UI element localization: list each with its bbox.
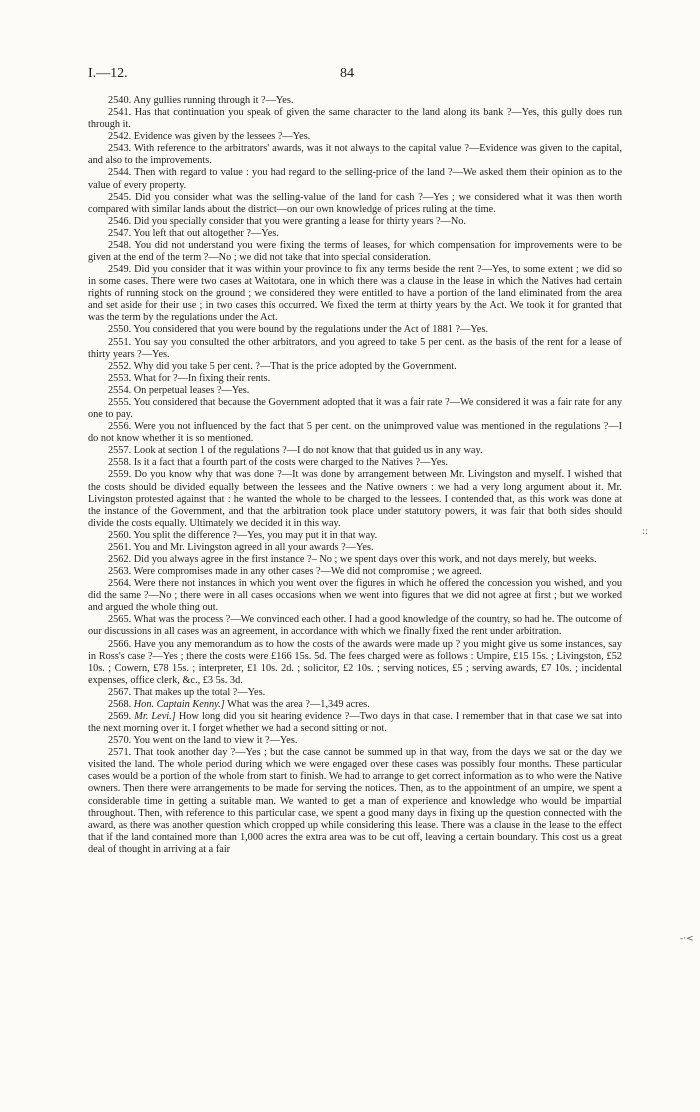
question-answer-text: Why did you take 5 per cent. ?—That is the price adopted by the Government. <box>133 360 457 372</box>
question-answer-text: You left that out altogether ?—Yes. <box>133 227 279 239</box>
question-number: 2563. <box>108 566 132 578</box>
question-number: 2569. <box>108 710 132 722</box>
question-answer-text: What was the area ?—1,349 acres. <box>227 698 370 710</box>
question-answer-text: Were you not influenced by the fact that 5 per cent. on the unimproved value was mentioned in the regulations ?—I do not know whether it is so mentioned. <box>88 421 623 445</box>
question-answer-text: Did you specially consider that you were granting a lease for thirty years ?—No. <box>133 215 467 227</box>
question-number: 2544. <box>108 167 132 179</box>
question-number: 2559. <box>108 469 132 481</box>
evidence-paragraph <box>88 469 622 529</box>
question-answer-text: You split the difference ?—Yes, you may put it in that way. <box>133 529 378 541</box>
question-number: 2541. <box>108 107 132 119</box>
evidence-paragraph <box>88 240 622 264</box>
question-number: 2561. <box>108 541 132 553</box>
evidence-paragraph <box>88 747 622 856</box>
question-number: 2567. <box>108 686 132 698</box>
evidence-paragraph <box>88 542 622 554</box>
question-number: 2560. <box>108 529 132 541</box>
question-number: 2548. <box>108 239 132 251</box>
question-number: 2555. <box>108 396 132 408</box>
evidence-paragraph <box>88 216 622 228</box>
evidence-paragraph <box>88 131 622 143</box>
question-answer-text: How long did you sit hearing evidence ?—Two days in that case. I remember that in that case we sat into the next morning over it. I forget whether we had a second sitting or not. <box>88 710 622 735</box>
evidence-paragraph <box>88 457 622 469</box>
question-number: 2543. <box>108 143 132 155</box>
question-answer-text: You went on the land to view it ?—Yes. <box>133 735 298 747</box>
question-number: 2550. <box>108 324 132 336</box>
evidence-paragraph <box>88 711 622 735</box>
question-number: 2570. <box>108 735 132 747</box>
evidence-paragraph <box>88 192 622 216</box>
question-number: 2542. <box>108 131 132 143</box>
question-answer-text: You considered that you were bound by the regulations under the Act of 1881 ?—Yes. <box>133 324 488 336</box>
speaker-name: Mr. Levi.] <box>134 710 176 722</box>
evidence-text <box>88 95 622 856</box>
question-number: 2566. <box>108 638 132 650</box>
question-answer-text: Were there not instances in which you went over the figures in which he offered the concession you wished, and you did the same ?—No ; there were in all cases occasions when we went into figures that we did not agree at first ; but we worked and argued the whole thing out. <box>88 578 622 614</box>
question-number: 2540. <box>108 95 132 106</box>
evidence-paragraph <box>88 107 622 131</box>
evidence-paragraph <box>88 228 622 240</box>
question-answer-text: Is it a fact that a fourth part of the costs were charged to the Natives ?—Yes. <box>133 457 448 469</box>
evidence-paragraph <box>88 167 622 191</box>
evidence-paragraph <box>88 566 622 578</box>
evidence-paragraph <box>88 639 622 687</box>
report-reference: I.—12. <box>88 66 128 81</box>
question-number: 2557. <box>108 445 132 457</box>
page-header <box>88 66 622 86</box>
evidence-paragraph <box>88 445 622 457</box>
question-answer-text: Did you consider what was the selling-value of the land for cash ?—Yes ; we considered what it was then worth compared with similar lands about the district—on our own knowledge of prices ruling at the time. <box>88 191 622 215</box>
question-number: 2558. <box>108 457 132 469</box>
evidence-paragraph <box>88 735 622 747</box>
margin-mark: -·< <box>680 934 694 944</box>
question-number: 2549. <box>108 264 132 276</box>
question-answer-text: Do you know why that was done ?—It was done by arrangement between Mr. Livingston and myself. I wished that the costs should be divided equally between the lessees and the Native owners : we had a very long argument about it. Mr. Livingston protested against that : he wanted the whole to be charged to the lessees. I contended that, as this work was done at the instance of the Government, and that the arbitration took place under statutory powers, it was fair that both sides should divide the costs equally. Ultimately we decided it in this way. <box>88 469 623 529</box>
question-answer-text: Have you any memorandum as to how the costs of the awards were made up ? you might give us some instances, say in Ross's case ?—Yes ; there the costs were £166 15s. 5d. The fees charged were as follows : Umpire, £15 15s. ; Livingston, £52 10s. ; Cowern, £78 15s. ; interpreter, £1 10s. 2d. ; solicitor, £2 10s. ; serving notices, £5 ; serving awards, £7 10s. ; incidental expenses, office clerk, &c., £3 5s. 3d. <box>88 638 622 686</box>
question-answer-text: Did you always agree in the first instance ?– No ; we spent days over this work, and not days merely, but weeks. <box>133 553 597 565</box>
question-answer-text: Evidence was given by the lessees ?—Yes. <box>133 131 311 143</box>
question-number: 2551. <box>108 336 132 348</box>
evidence-paragraph <box>88 143 622 167</box>
evidence-paragraph <box>88 385 622 397</box>
margin-mark: :: <box>642 527 649 537</box>
evidence-paragraph <box>88 421 622 445</box>
question-answer-text: Has that continuation you speak of given the same character to the land along its bank ?—Yes, this gully does run through it. <box>88 107 622 131</box>
evidence-paragraph <box>88 361 622 373</box>
question-number: 2545. <box>108 191 132 203</box>
question-answer-text: Then with regard to value : you had regard to the selling-price of the land ?—We asked them their opinion as to the value of every property. <box>88 167 623 191</box>
question-number: 2552. <box>108 360 132 372</box>
question-answer-text: You did not understand you were fixing the terms of leases, for which compensation for improvements were to be given at the end of the term ?—No ; we did not take that into special consideration. <box>88 239 622 264</box>
question-number: 2564. <box>108 578 132 590</box>
question-answer-text: What was the process ?—We convinced each other. I had a good knowledge of the country, so had he. The outcome of our discussions in all cases was an agreement, in accordance with which we finally fixed the rent under arbitration. <box>88 614 622 638</box>
evidence-paragraph <box>88 95 622 107</box>
question-answer-text: Look at section 1 of the regulations ?—I do not know that that guided us in any way. <box>133 445 483 457</box>
evidence-paragraph <box>88 578 622 614</box>
question-answer-text: What for ?—In fixing their rents. <box>133 372 271 384</box>
evidence-paragraph <box>88 530 622 542</box>
evidence-paragraph <box>88 337 622 361</box>
question-answer-text: You considered that because the Government adopted that it was a fair rate ?—We considered it was a fair rate for any one to pay. <box>88 396 623 421</box>
question-answer-text: That took another day ?—Yes ; but the case cannot be summed up in that way, from the days we sat or the day we visited the land. The whole period during which we were engaged over these cases was possibly four months. These particular cases would be a portion of the whole from start to finish. We had to arrange to get correct information as to who were the Native owners. Then there were arrangements to be made for serving the notices. Then, as to the appointment of an umpire, we spent a considerable time in getting a suitable man. We wanted to get a man of experience and knowledge who would be impartial throughout. Then, with reference to this particular case, we spent a good many days in fixing up the question connected with the award, as there was another question which cropped up while considering this lease. There was a clause in the lease to the effect that if the land contained more than 1,000 acres the extra area was to be cut off, leaving a certain boundary. This cost us a great deal of thought in arriving at a fair <box>88 747 622 855</box>
evidence-paragraph <box>88 324 622 336</box>
speaker-name: Hon. Captain Kenny.] <box>133 698 225 710</box>
question-number: 2562. <box>108 553 132 565</box>
evidence-paragraph <box>88 687 622 699</box>
question-number: 2554. <box>108 384 132 396</box>
question-answer-text: Any gullies running through it ?—Yes. <box>133 95 294 106</box>
evidence-paragraph <box>88 554 622 566</box>
question-answer-text: On perpetual leases ?—Yes. <box>133 384 250 396</box>
evidence-paragraph <box>88 373 622 385</box>
question-answer-text: Did you consider that it was within your province to fix any terms beside the rent ?—Yes, to some extent ; we did so in some cases. There were two cases at Waitotara, one in which there was a clause in the lease in which the Natives had certain rights of running stock on the ground ; we considered they were entitled to have a portion of the land eliminated from the area and set aside for their use ; in two cases this occurred. We fixed the term at thirty years by the Act. We took it for granted that was the term by the regulations under the Act. <box>88 264 622 324</box>
evidence-paragraph <box>88 699 622 711</box>
question-number: 2571. <box>108 747 132 759</box>
question-number: 2568. <box>108 698 132 710</box>
question-answer-text: That makes up the total ?—Yes. <box>133 686 266 698</box>
question-number: 2553. <box>108 372 132 384</box>
question-number: 2546. <box>108 215 132 227</box>
evidence-paragraph <box>88 614 622 638</box>
page-number: 84 <box>340 66 354 81</box>
evidence-paragraph <box>88 397 622 421</box>
question-answer-text: You and Mr. Livingston agreed in all your awards ?—Yes. <box>133 541 374 553</box>
evidence-paragraph <box>88 264 622 324</box>
question-answer-text: You say you consulted the other arbitrators, and you agreed to take 5 per cent. as the basis of the rent for a lease of thirty years ?—Yes. <box>88 336 622 360</box>
question-answer-text: Were compromises made in any other cases ?—We did not compromise ; we agreed. <box>133 566 482 578</box>
question-number: 2565. <box>108 614 132 626</box>
question-answer-text: With reference to the arbitrators' awards, was it not always to the capital value ?—Evidence was given to the capital, and also to the improvements. <box>88 143 622 167</box>
question-number: 2547. <box>108 227 132 239</box>
question-number: 2556. <box>108 421 132 433</box>
